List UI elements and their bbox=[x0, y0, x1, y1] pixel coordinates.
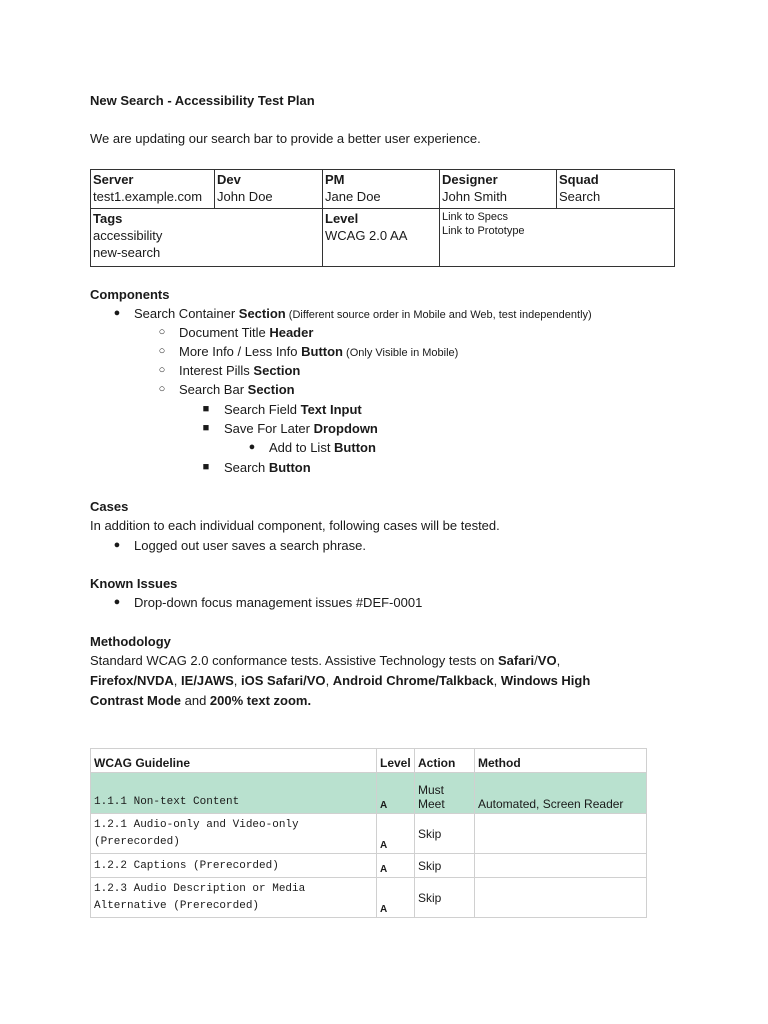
known-issues-heading: Known Issues bbox=[90, 576, 178, 591]
method-cell bbox=[475, 854, 647, 878]
bullet-square-icon: ■ bbox=[202, 403, 210, 415]
squad-label: Squad bbox=[559, 172, 599, 187]
cases-heading: Cases bbox=[90, 499, 129, 514]
component-item: More Info / Less Info Button (Only Visible in Mobile) bbox=[179, 344, 459, 359]
bullet-disc-icon: ● bbox=[113, 596, 121, 608]
server-value: test1.example.com bbox=[93, 189, 203, 204]
method-cell bbox=[475, 814, 647, 854]
method-cell: Automated, Screen Reader bbox=[475, 773, 647, 814]
component-item: Search Container Section (Different source order in Mobile and Web, test independently) bbox=[134, 306, 592, 321]
intro-text: We are updating our search bar to provide a better user experience. bbox=[90, 131, 481, 146]
dev-cell bbox=[215, 170, 323, 209]
col-header-guideline: WCAG Guideline bbox=[91, 749, 377, 773]
table-row bbox=[91, 814, 647, 854]
col-header-method: Method bbox=[475, 749, 647, 773]
prototype-link[interactable]: Link to Prototype bbox=[442, 225, 525, 238]
table-row bbox=[91, 878, 647, 918]
level-cell: A bbox=[377, 814, 415, 854]
bullet-disc-icon: ● bbox=[113, 539, 121, 551]
squad-cell bbox=[557, 170, 675, 209]
designer-label: Designer bbox=[442, 172, 498, 187]
server-cell bbox=[91, 170, 215, 209]
action-cell: Skip bbox=[415, 814, 475, 854]
cases-intro: In addition to each individual component, following cases will be tested. bbox=[90, 518, 500, 533]
action-cell: Must Meet bbox=[415, 773, 475, 814]
methodology-heading: Methodology bbox=[90, 634, 171, 649]
guideline-cell: 1.2.2 Captions (Prerecorded) bbox=[91, 854, 377, 878]
guideline-cell: 1.2.3 Audio Description or Media Alternative (Prerecorded) bbox=[91, 878, 377, 918]
specs-link[interactable]: Link to Specs bbox=[442, 211, 509, 224]
links-cell bbox=[440, 209, 675, 267]
col-header-level: Level bbox=[377, 749, 415, 773]
level-cell: A bbox=[377, 854, 415, 878]
action-cell: Skip bbox=[415, 854, 475, 878]
bullet-square-icon: ■ bbox=[202, 461, 210, 473]
pm-cell bbox=[323, 170, 440, 209]
bullet-circle-icon: ○ bbox=[158, 364, 166, 376]
method-cell bbox=[475, 878, 647, 918]
dev-label: Dev bbox=[217, 172, 241, 187]
project-meta-table bbox=[90, 169, 675, 267]
component-item: Search Button bbox=[224, 460, 311, 475]
pm-label: PM bbox=[325, 172, 345, 187]
pm-value: Jane Doe bbox=[325, 189, 381, 204]
component-item: Search Bar Section bbox=[179, 382, 295, 397]
guideline-cell: 1.2.1 Audio-only and Video-only (Prerecorded) bbox=[91, 814, 377, 854]
action-cell: Skip bbox=[415, 878, 475, 918]
tag-item: new-search bbox=[93, 245, 161, 261]
dev-value: John Doe bbox=[217, 189, 273, 204]
level-cell bbox=[323, 209, 440, 267]
designer-cell bbox=[440, 170, 557, 209]
case-item: Logged out user saves a search phrase. bbox=[134, 538, 366, 553]
level-label: Level bbox=[325, 211, 359, 227]
component-item: Interest Pills Section bbox=[179, 363, 301, 378]
document-title: New Search - Accessibility Test Plan bbox=[90, 93, 315, 108]
level-cell: A bbox=[377, 773, 415, 814]
component-item: Document Title Header bbox=[179, 325, 314, 340]
server-label: Server bbox=[93, 172, 134, 187]
tags-label: Tags bbox=[93, 211, 123, 227]
level-value: WCAG 2.0 AA bbox=[325, 228, 408, 244]
issue-item: Drop-down focus management issues #DEF-0001 bbox=[134, 595, 423, 610]
component-item: Add to List Button bbox=[269, 440, 376, 455]
squad-value: Search bbox=[559, 189, 601, 204]
bullet-circle-icon: ○ bbox=[158, 345, 166, 357]
wcag-table bbox=[90, 748, 647, 918]
bullet-circle-icon: ○ bbox=[158, 326, 166, 338]
bullet-square-icon: ■ bbox=[202, 422, 210, 434]
component-item: Save For Later Dropdown bbox=[224, 421, 378, 436]
level-cell: A bbox=[377, 878, 415, 918]
tag-item: accessibility bbox=[93, 228, 163, 244]
col-header-action: Action bbox=[415, 749, 475, 773]
component-item: Search Field Text Input bbox=[224, 402, 362, 417]
bullet-disc-icon: ● bbox=[113, 307, 121, 319]
guideline-cell: 1.1.1 Non-text Content bbox=[91, 773, 377, 814]
components-heading: Components bbox=[90, 287, 170, 302]
table-row bbox=[91, 854, 647, 878]
designer-value: John Smith bbox=[442, 189, 508, 204]
methodology-text: Standard WCAG 2.0 conformance tests. Assistive Technology tests on Safari/VO, Firefox/NVDA, IE/JAWS, iOS Safari/VO, Android Chrome/Talkback, Windows High Contrast Mode and 200% text zoom. bbox=[90, 653, 591, 708]
table-row bbox=[91, 773, 647, 814]
tags-cell bbox=[91, 209, 323, 267]
bullet-disc-icon: ● bbox=[248, 441, 256, 453]
bullet-circle-icon: ○ bbox=[158, 383, 166, 395]
